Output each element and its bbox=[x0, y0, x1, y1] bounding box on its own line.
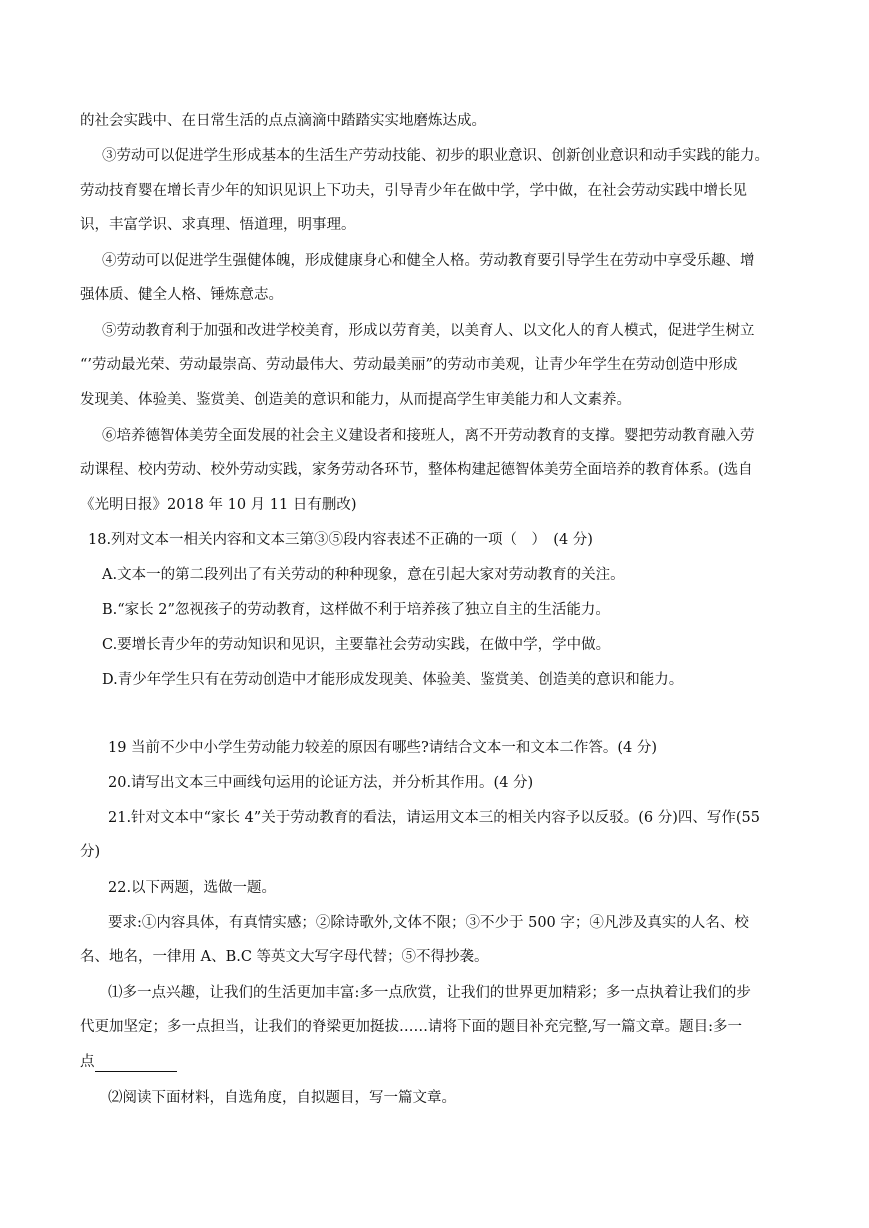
paragraph-6-line: 动课程、校内劳动、校外劳动实践，家务劳动各环节，整体构建起德智体美劳全面培养的教育体系。(选自 bbox=[80, 462, 753, 478]
topic-1-line: 代更加坚定；多一点担当，让我们的脊梁更加挺拔……请将下面的题目补充完整,写一篇文章。题目:多一 bbox=[80, 1019, 742, 1035]
question-21: 21.针对文本中“家长 4”关于劳动教育的看法，请运用文本三的相关内容予以反驳。(6 分)四、写作(55 bbox=[108, 810, 760, 826]
paragraph-4-line: ④劳动可以促进学生强健体魄，形成健康身心和健全人格。劳动教育要引导学生在劳动中享受乐趣、增 bbox=[102, 253, 755, 269]
writing-requirements: 要求:①内容具体，有真情实感；②除诗歌外,文体不限；③不少于 500 字；④凡涉及真实的人名、校 bbox=[108, 915, 749, 931]
paragraph-3-line: ③劳动可以促进学生形成基本的生活生产劳动技能、初步的职业意识、创新创业意识和动手实践的能力。 bbox=[102, 148, 769, 164]
topic-1-line: ⑴多一点兴趣，让我们的生活更加丰富:多一点欣赏，让我们的世界更加精彩；多一点执着让我们的步 bbox=[108, 985, 751, 1001]
topic-2: ⑵阅读下面材料，自选角度，自拟题目，写一篇文章。 bbox=[108, 1090, 456, 1106]
option-d: D.青少年学生只有在劳动创造中才能形成发现美、体验美、鉴赏美、创造美的意识和能力。 bbox=[102, 672, 684, 688]
topic-1-title-prefix: 点 bbox=[80, 1054, 95, 1070]
option-c: C.要增长青少年的劳动知识和见识，主要靠社会劳动实践，在做中学，学中做。 bbox=[102, 637, 611, 653]
writing-requirements-continued: 名、地名，一律用 A、B.C 等英文大写字母代替；⑤不得抄袭。 bbox=[80, 949, 489, 965]
paragraph-line: 的社会实践中、在日常生活的点点滴滴中踏踏实实地磨炼达成。 bbox=[80, 113, 486, 129]
paragraph-3-line: 劳动技育婴在增长青少年的知识见识上下功夫，引导青少年在做中学，学中做，在社会劳动实践中增长见 bbox=[80, 183, 747, 199]
question-20: 20.请写出文本三中画线句运用的论证方法，并分析其作用。(4 分) bbox=[108, 775, 534, 791]
question-22: 22.以下两题，选做一题。 bbox=[108, 880, 277, 896]
title-blank bbox=[95, 1056, 177, 1072]
topic-1-line bbox=[80, 1052, 177, 1072]
paragraph-5-line: 发现美、体验美、鉴赏美、创造美的意识和能力，从而提高学生审美能力和人文素养。 bbox=[80, 392, 631, 408]
paragraph-5-line: “’劳动最光荣、劳动最崇高、劳动最伟大、劳动最美丽”的劳动市美观，让青少年学生在劳动创造中形成 bbox=[80, 357, 738, 373]
question-19: 19 当前不少中小学生劳动能力较差的原因有哪些?请结合文本一和文本二作答。(4 分) bbox=[108, 740, 657, 756]
option-b: B.“家长 2”忽视孩子的劳动教育，这样做不利于培养孩了独立自主的生活能力。 bbox=[102, 602, 610, 618]
paragraph-4-line: 强体质、健全人格、锤炼意志。 bbox=[80, 287, 283, 303]
option-a: A.文本一的第二段列出了有关劳动的种种现象，意在引起大家对劳动教育的关注。 bbox=[102, 567, 625, 583]
paragraph-3-line: 识，丰富学识、求真理、悟道理，明事理。 bbox=[80, 217, 356, 233]
question-21-continued: 分) bbox=[80, 844, 101, 860]
paragraph-5-line: ⑤劳动教育利于加强和改进学校美育，形成以劳育美，以美育人、以文化人的育人模式，促进学生树立 bbox=[102, 323, 755, 339]
source-citation: 《光明日报》2018 年 10 月 11 日有删改) bbox=[80, 497, 357, 513]
paragraph-6-line: ⑥培养德智体美劳全面发展的社会主义建设者和接班人，离不开劳动教育的支撑。婴把劳动教育融入劳 bbox=[102, 428, 755, 444]
question-18: 18.列对文本一相关内容和文本三第③⑤段内容表述不正确的一项（ ） (4 分) bbox=[88, 532, 593, 548]
